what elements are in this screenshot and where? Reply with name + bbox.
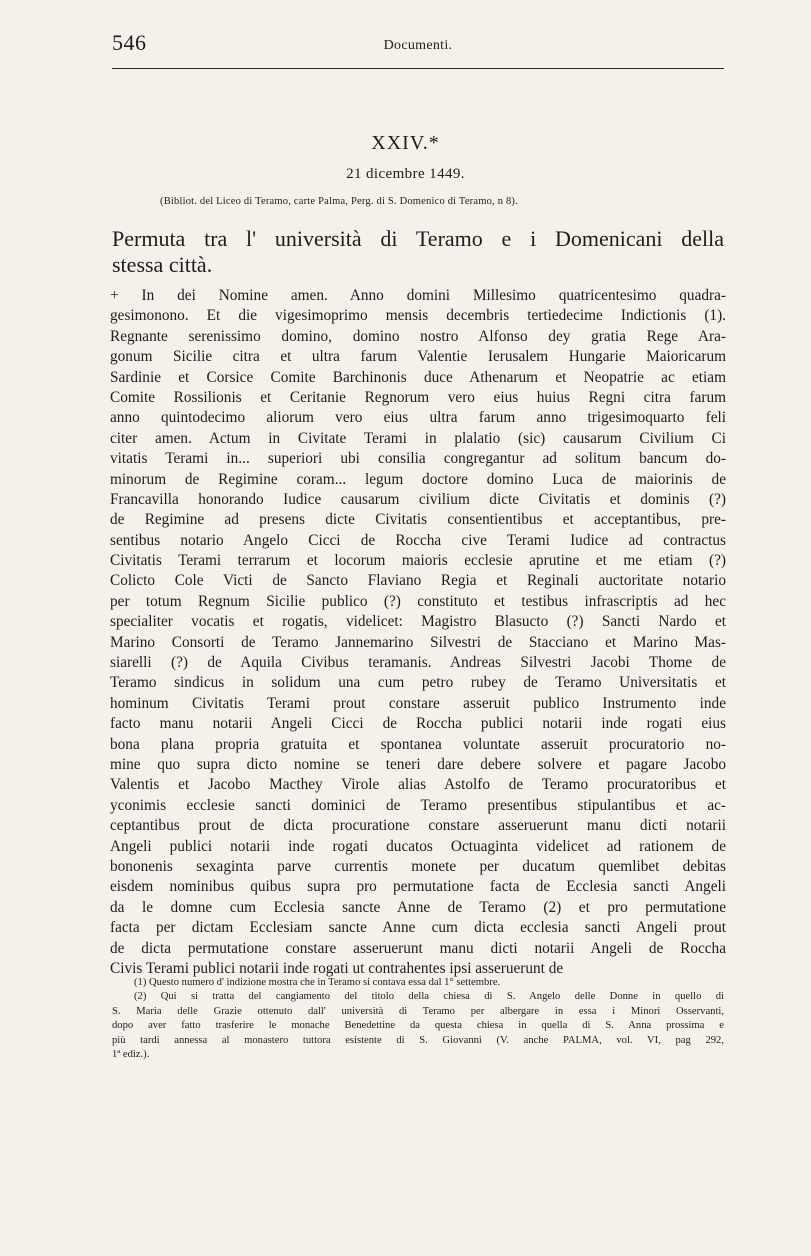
body-line: Valentis et Jacobo Macthey Virole alias Astolfo de Teramo procuratoribus et bbox=[110, 776, 726, 794]
body-line: bona plana propria gratuita et spontanea voluntate asseruit procuratorio no- bbox=[110, 735, 726, 753]
body-line: Francavilla honorando Iudice causarum civilium dicte Civitatis et dominis (?) bbox=[110, 490, 726, 508]
body-line: bononenis sexaginta parve currentis monete per ducatum quemlibet debitas bbox=[110, 857, 726, 875]
body-line: gonum Sicilie citra et ultra farum Valentie Ierusalem Hungarie Maioricarum bbox=[110, 348, 726, 366]
body-line: anno quintodecimo aliorum vero eius ultra farum anno trigesimoquarto feli bbox=[110, 409, 726, 427]
body-line: gesimonono. Et die vigesimoprimo mensis decembris tertiedecime Indictionis (1). bbox=[110, 307, 726, 325]
footnotes bbox=[112, 976, 724, 1062]
footnote-line: 1ª ediz.). bbox=[112, 1048, 150, 1060]
body-line: Sardinie et Corsice Comite Barchinonis duce Athenarum et Neopatrie ac etiam bbox=[110, 368, 726, 386]
header-rule bbox=[112, 68, 724, 69]
footnote-line: S. Maria delle Grazie ottenuto dall' università di Teramo per albergare in essa i Minori Osservanti, bbox=[112, 1005, 724, 1017]
body-line: minorum de Regimine coram... legum doctore domino Luca de maiorinis de bbox=[110, 470, 726, 488]
body-line: mine quo supra dicto nomine se teneri dare debere solvere et pagare Jacobo bbox=[110, 755, 726, 773]
page-number: 546 bbox=[112, 30, 147, 55]
footnote-line: (2) Qui si tratta del cangiamento del titolo della chiesa di S. Angelo delle Donne in quello di bbox=[134, 991, 724, 1003]
body-line: ceptantibus prout de dicta procuratione constare asseruerunt manu dicti notarii bbox=[110, 817, 726, 835]
body-line: facta per dictam Ecclesiam sancte Anne cum dicta ecclesia sancti Angeli prout bbox=[110, 919, 726, 937]
document-number: XXIV.* bbox=[371, 132, 440, 154]
body-line: sentibus notario Angelo Cicci de Roccha cive Terami Iudice ad contractus bbox=[110, 531, 726, 549]
body-line: yconimis ecclesie sancti dominici de Teramo presentibus stipulantibus et ac- bbox=[110, 796, 726, 814]
body-line: citer amen. Actum in Civitate Terami in plalatio (sic) causarum Civilium Ci bbox=[110, 429, 726, 447]
source-citation: (Bibliot. del Liceo di Teramo, carte Palma, Perg. di S. Domenico di Teramo, n 8). bbox=[160, 196, 518, 207]
document-title bbox=[112, 226, 724, 278]
footnote-line: più tardi annessa al monastero tuttora esistente di S. Giovanni (V. anche PALMA, vol. VI, pag 292, bbox=[112, 1034, 724, 1046]
body-line: facto manu notarii Angeli Cicci de Roccha publici notarii inde rogati eius bbox=[110, 715, 726, 733]
body-line: Regnante serenissimo domino, domino nostro Alfonso dey gratia Rege Ara- bbox=[110, 327, 726, 345]
title-line: stessa città. bbox=[112, 252, 213, 277]
running-head: Documenti. bbox=[383, 38, 453, 53]
body-line: Comite Rossilionis et Ceritanie Regnorum vero eius huius Regni citra farum bbox=[110, 388, 726, 406]
body-text bbox=[110, 286, 726, 979]
body-line: specialiter vocatis et rogatis, videlicet: Magistro Blasucto (?) Sancti Nardo et bbox=[110, 613, 726, 631]
footnote-line: (1) Questo numero d' indizione mostra che in Teramo si contava essa dal 1° settembre. bbox=[134, 977, 501, 988]
body-line: de Regimine ad presens dicte Civitatis consentientibus et acceptantibus, pre- bbox=[110, 511, 726, 529]
body-line: de dicta permutatione constare asseruerunt manu dicti notarii Angeli de Roccha bbox=[110, 939, 726, 957]
footnote-line: dopo aver fatto trasferire le monache Benedettine da questa chiesa in quella di S. Anna prossima e bbox=[112, 1020, 724, 1032]
body-line: + In dei Nomine amen. Anno domini Millesimo quatricentesimo quadra- bbox=[110, 287, 726, 304]
body-line: Colicto Cole Victi de Sancto Flaviano Regia et Reginali auctoritate notario bbox=[110, 572, 726, 590]
body-line: hominum Civitatis Terami prout constare asseruit publico Instrumento inde bbox=[110, 694, 726, 712]
document-date: 21 dicembre 1449. bbox=[346, 166, 465, 182]
title-line: Permuta tra l' università di Teramo e i Domenicani della bbox=[112, 226, 724, 251]
body-line: eisdem nominibus quibus supra pro permutatione facta de Ecclesia sancti Angeli bbox=[110, 878, 726, 896]
body-line: vitatis Terami in... superiori ubi consilia congregantur ad solitum bancum do- bbox=[110, 450, 726, 468]
body-line: siarelli (?) de Aquila Civibus teramanis. Andreas Silvestri Jacobi Thome de bbox=[110, 654, 726, 672]
body-line: Civis Terami publici notarii inde rogati ut contrahentes ipsi asseruerunt de bbox=[110, 959, 564, 977]
body-line: da le domne cum Ecclesia sancte Anne de Teramo (2) et pro permutatione bbox=[110, 898, 726, 916]
page-header bbox=[112, 30, 724, 70]
body-line: Marino Consorti de Teramo Jannemarino Silvestri de Stacciano et Marino Mas- bbox=[110, 633, 726, 651]
body-line: Teramo sindicus in solidum una cum petro rubey de Teramo Universitatis et bbox=[110, 674, 726, 692]
body-line: per totum Regnum Sicilie publico (?) constituto et testibus infrascriptis ad hec bbox=[110, 592, 726, 610]
body-line: Angeli publici notarii inde rogati ducatos Octuaginta videlicet ad rationem de bbox=[110, 837, 726, 855]
body-line: Civitatis Terami terrarum et locorum maioris ecclesie aprutine et me etiam (?) bbox=[110, 552, 726, 570]
